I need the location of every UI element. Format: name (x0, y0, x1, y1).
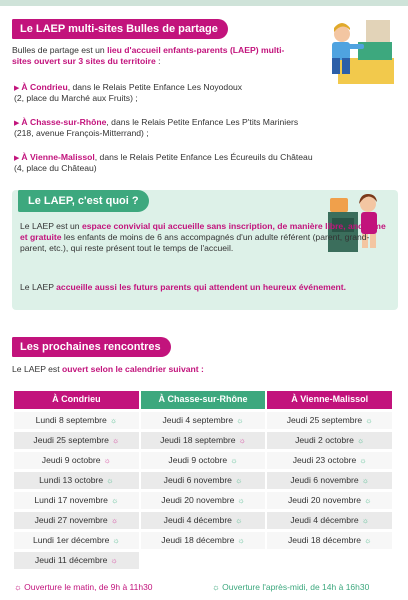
calendar-date: Jeudi 20 novembre (161, 494, 235, 505)
calendar-cell (141, 552, 266, 569)
legend-afternoon: ☼ Ouverture l'après-midi, de 14h à 16h30 (212, 582, 370, 592)
sun-dotted-icon: ☼ (364, 535, 372, 545)
sun-dotted-icon: ☼ (237, 495, 245, 505)
section-title-multisites: Le LAEP multi-sites Bulles de partage (12, 19, 228, 39)
sun-outline-icon: ☼ (111, 435, 120, 445)
table-row (14, 472, 392, 489)
calendar-date: Jeudi 9 octobre (168, 454, 228, 465)
sun-dotted-icon: ☼ (106, 475, 114, 485)
calendar-cell (14, 512, 139, 529)
calendar-cell (267, 412, 392, 429)
calendar-cell (141, 432, 266, 449)
calendar-date: Jeudi 9 octobre (41, 454, 101, 465)
calendar-date: Lundi 8 septembre (35, 414, 107, 425)
sun-dotted-icon: ☼ (230, 455, 238, 465)
calendar-date: Jeudi 11 décembre (34, 554, 108, 565)
table-row (14, 452, 392, 469)
calendar-cell (141, 512, 266, 529)
column-header-vienne: À Vienne-Malissol (267, 391, 392, 409)
table-row (14, 492, 392, 509)
sun-dotted-icon: ☼ (234, 475, 243, 485)
calendar-cell (141, 492, 266, 509)
column-header-chasse: À Chasse-sur-Rhône (141, 391, 266, 409)
calendar-date: Jeudi 27 novembre (34, 514, 108, 525)
section-title-laep: Le LAEP, c'est quoi ? (18, 190, 149, 212)
sun-dotted-icon: ☼ (361, 475, 369, 485)
child-boxes-illustration (318, 14, 398, 86)
calendar-date: Jeudi 18 décembre (161, 534, 235, 545)
top-bar (0, 0, 408, 6)
sun-dotted-icon: ☼ (236, 415, 244, 425)
sun-dotted-icon: ☼ (110, 495, 119, 505)
sun-outline-icon: ☼ (103, 455, 111, 465)
calendar-date: Jeudi 18 septembre (160, 434, 236, 445)
calendar-cell (14, 452, 139, 469)
calendar-date: Jeudi 6 novembre (290, 474, 359, 485)
site-chasse: ▶ À Chasse-sur-Rhône, dans le Relais Petite Enfance Les P'tits Mariniers (218, avenue François-Mitterrand) ; (14, 117, 299, 139)
calendar-cell (14, 432, 139, 449)
sun-dotted-icon: ☼ (361, 515, 369, 525)
sun-outline-icon: ☼ (110, 555, 118, 565)
calendar-date: Jeudi 25 septembre (33, 434, 109, 445)
calendar-cell (267, 552, 392, 569)
table-row (14, 412, 392, 429)
sun-dotted-icon: ☼ (234, 515, 243, 525)
calendar-date: Lundi 13 octobre (39, 474, 104, 485)
calendar-date: Lundi 1er décembre (32, 534, 110, 545)
calendar-date: Jeudi 18 décembre (287, 534, 362, 545)
sun-outline-icon: ☼ (110, 515, 119, 525)
calendar-cell (14, 492, 139, 509)
calendar-cell (141, 472, 266, 489)
calendar-date: Jeudi 23 octobre (292, 454, 357, 465)
laep-description: Le LAEP est un espace convivial qui accueille sans inscription, de manière libre, anonyme et gratuite les enfants de moins de 6 ans accompagnés d'un adulte référent (parent, grand-parent, etc.), qui reste présent tout le temps de l'accueil. (20, 221, 386, 254)
sun-dotted-icon: ☼ (212, 582, 220, 592)
calendar-table (12, 388, 394, 572)
calendar-cell (267, 512, 392, 529)
calendar-date: Jeudi 4 décembre (163, 514, 232, 525)
sun-dotted-icon: ☼ (112, 535, 120, 545)
table-row (14, 552, 392, 569)
table-row (14, 432, 392, 449)
sun-outline-icon: ☼ (238, 435, 246, 445)
calendar-date: Jeudi 20 novembre (287, 494, 362, 505)
sun-dotted-icon: ☼ (237, 535, 245, 545)
section-title-rencontres: Les prochaines rencontres (12, 337, 171, 357)
site-vienne: ▶ À Vienne-Malissol, dans le Relais Petite Enfance Les Écureuils du Château (4, place du Château) (14, 152, 313, 174)
sun-outline-icon: ☼ (14, 582, 22, 592)
sun-dotted-icon: ☼ (359, 455, 367, 465)
calendar-date: Jeudi 6 novembre (163, 474, 232, 485)
sun-dotted-icon: ☼ (364, 495, 372, 505)
sun-dotted-icon: ☼ (109, 415, 118, 425)
calendar-cell (14, 532, 139, 549)
site-condrieu: ▶ À Condrieu, dans le Relais Petite Enfance Les Noyodoux (2, place du Marché aux Fruits) ; (14, 82, 243, 104)
calendar-cell (14, 412, 139, 429)
calendar-cell (267, 532, 392, 549)
calendar-date: Jeudi 2 octobre (295, 434, 354, 445)
calendar-cell (267, 432, 392, 449)
calendar-date: Jeudi 4 septembre (162, 414, 234, 425)
calendar-date: Lundi 17 novembre (34, 494, 108, 505)
calendar-cell (141, 412, 266, 429)
column-header-condrieu: À Condrieu (14, 391, 139, 409)
sun-dotted-icon: ☼ (356, 435, 365, 445)
calendar-intro: Le LAEP est ouvert selon le calendrier suivant : (12, 364, 204, 374)
calendar-date: Jeudi 4 décembre (290, 514, 359, 525)
calendar-cell (141, 452, 266, 469)
calendar-cell (267, 452, 392, 469)
table-row (14, 512, 392, 529)
calendar-cell (267, 472, 392, 489)
calendar-cell (267, 492, 392, 509)
laep-future-parents: Le LAEP accueille aussi les futurs parents qui attendent un heureux événement. (20, 282, 347, 292)
table-row (14, 532, 392, 549)
calendar-cell (141, 532, 266, 549)
section1-intro: Bulles de partage est un lieu d'accueil enfants-parents (LAEP) multi-sites ouvert sur 3 sites du territoire : (12, 45, 285, 67)
calendar-cell (14, 472, 139, 489)
legend-morning: ☼ Ouverture le matin, de 9h à 11h30 (14, 582, 153, 592)
sun-dotted-icon: ☼ (365, 415, 373, 425)
calendar-cell (14, 552, 139, 569)
calendar-date: Jeudi 25 septembre (286, 414, 363, 425)
